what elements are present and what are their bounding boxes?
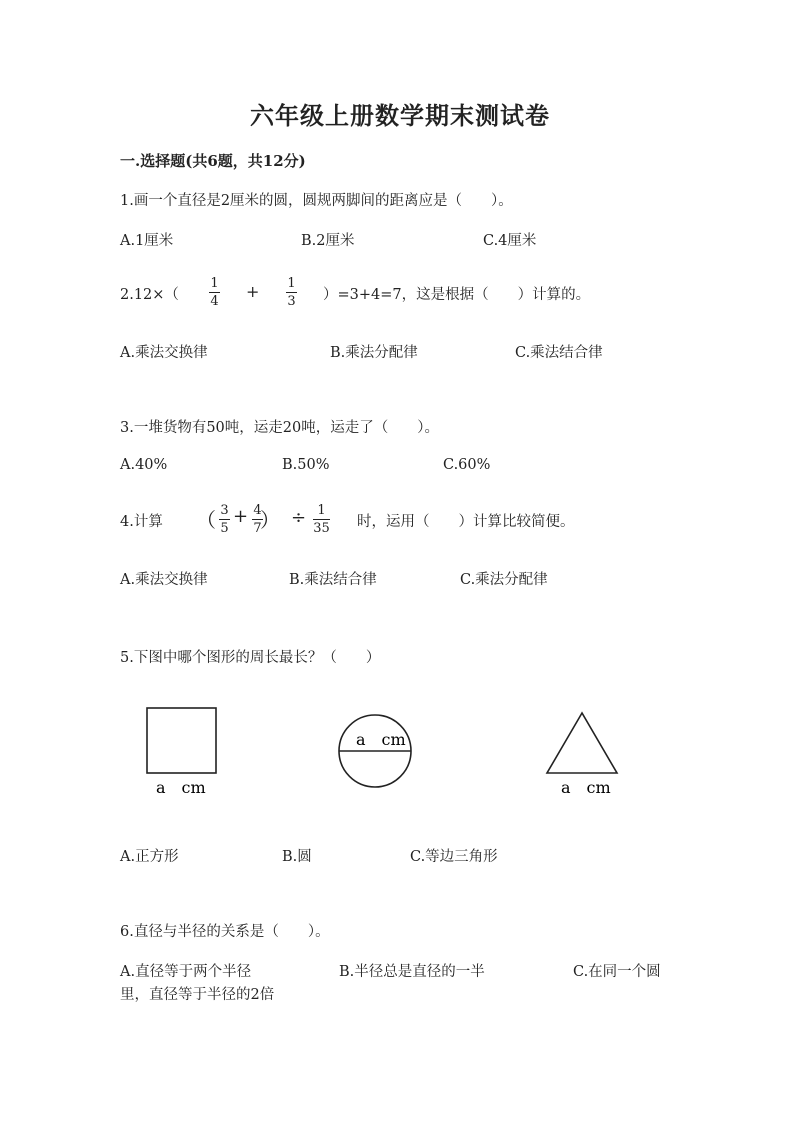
q4-fraction-3-denominator: 35 [313,521,330,536]
q3-option-c: C.60% [443,457,491,473]
q2-fraction-2-denominator: 3 [287,294,296,309]
q6-option-c: C.在同一个圆 [573,964,661,980]
square-figure [147,708,216,773]
q4-fraction-1-numerator: 3 [220,503,229,518]
section-heading-choice: 一.选择题(共6题，共12分) [120,152,306,170]
q1-option-a: A.1厘米 [120,233,174,249]
q4-open-paren: （ [196,508,216,532]
q1-option-b: B.2厘米 [301,233,355,249]
q4-divide-sign: ÷ [291,507,307,528]
q2-fraction-2 [286,276,297,309]
q1-option-c: C.4厘米 [483,233,537,249]
q2-fraction-1 [209,276,220,309]
q2-plus-sign: + [246,282,260,301]
question-2-suffix: ）=3+4=7，这是根据（ ）计算的。 [323,287,591,303]
fraction-bar [313,519,330,520]
q5-figures [0,690,800,810]
q6-option-b: B.半径总是直径的一半 [339,964,485,980]
q4-option-c: C.乘法分配律 [460,572,548,588]
question-3-text: 3.一堆货物有50吨，运走20吨，运走了（ ）。 [120,420,439,436]
question-6-text: 6.直径与半径的关系是（ ）。 [120,924,330,940]
q6-option-c-continuation: 里，直径等于半径的2倍 [120,987,275,1003]
q3-option-b: B.50% [282,457,330,473]
q2-fraction-1-denominator: 4 [210,294,219,309]
question-1-text: 1.画一个直径是2厘米的圆，圆规两脚间的距离应是（ ）。 [120,193,513,209]
question-2-prefix: 2.12×（ [120,287,179,303]
q4-fraction-1 [219,503,230,536]
q5-option-c: C.等边三角形 [410,849,498,865]
q5-option-b: B.圆 [282,849,312,865]
question-4-prefix: 4.计算 [120,514,163,530]
circle-diameter-label: a cm [356,730,406,749]
q6-option-a: A.直径等于两个半径 [120,964,252,980]
square-side-label: a cm [156,778,206,797]
triangle-side-label: a cm [561,778,611,797]
q2-fraction-2-numerator: 1 [287,276,296,291]
q4-fraction-3-numerator: 1 [317,503,326,518]
q4-close-paren: ） [260,508,280,532]
q2-fraction-1-numerator: 1 [210,276,219,291]
q4-fraction-3 [313,503,330,536]
q2-option-b: B.乘法分配律 [330,345,418,361]
question-5-text: 5.下图中哪个图形的周长最长？（ ） [120,650,381,666]
q2-option-c: C.乘法结合律 [515,345,603,361]
q5-option-a: A.正方形 [120,849,179,865]
q4-option-a: A.乘法交换律 [120,572,208,588]
q4-fraction-1-denominator: 5 [220,521,229,536]
fraction-bar [286,292,297,293]
triangle-figure [547,713,617,773]
fraction-bar [219,519,230,520]
q2-option-a: A.乘法交换律 [120,345,208,361]
fraction-bar [209,292,220,293]
q4-fraction-2-numerator: 4 [253,503,262,518]
q3-option-a: A.40% [120,457,168,473]
q4-plus-sign: + [233,506,249,527]
page-title: 六年级上册数学期末测试卷 [250,101,550,130]
question-4-suffix: 时，运用（ ）计算比较简便。 [357,514,575,530]
q4-fraction-2-denominator: 7 [253,521,262,536]
q4-option-b: B.乘法结合律 [289,572,377,588]
